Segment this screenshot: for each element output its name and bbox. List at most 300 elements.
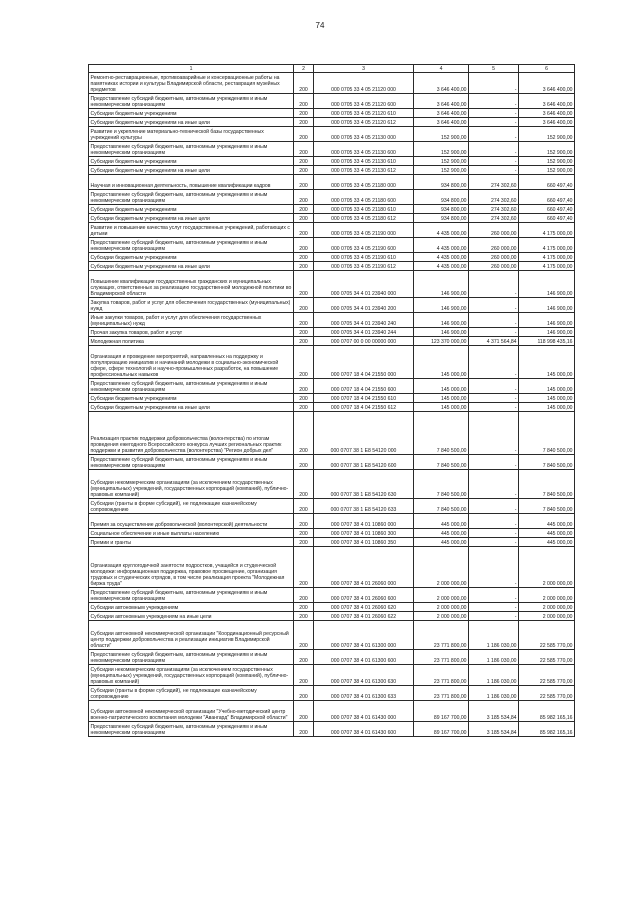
row-name-cell: Субсидии бюджетным учреждениям [89, 157, 294, 166]
row-amount-col4: 2 000 000,00 [414, 612, 469, 621]
table-row [89, 403, 575, 412]
row-amount-col6: 145 000,00 [519, 379, 575, 394]
row-amount-col6: 145 000,00 [519, 403, 575, 412]
row-code-cell: 200 [294, 118, 314, 127]
row-code-cell: 200 [294, 214, 314, 223]
row-amount-col4: 23 771 800,00 [414, 621, 469, 650]
row-classification-cell: 000 0707 38 4 01 61300 630 [314, 665, 414, 686]
row-amount-col4: 23 771 800,00 [414, 650, 469, 665]
row-classification-cell: 000 0707 38 1 E8 54120 633 [314, 499, 414, 514]
row-code-cell: 200 [294, 547, 314, 588]
row-amount-col6: 3 646 400,00 [519, 73, 575, 94]
row-classification-cell: 000 0705 33 4 05 21190 610 [314, 253, 414, 262]
row-classification-cell: 000 0707 18 4 04 21550 612 [314, 403, 414, 412]
row-name-cell: Субсидии бюджетным учреждениям на иные цели [89, 214, 294, 223]
row-code-cell: 200 [294, 166, 314, 175]
row-amount-col4: 445 000,00 [414, 538, 469, 547]
row-amount-col5: - [469, 455, 519, 470]
row-amount-col4: 146 900,00 [414, 271, 469, 298]
row-name-cell: Субсидии бюджетным учреждениям на иные цели [89, 262, 294, 271]
row-classification-cell: 000 0707 38 4 01 61300 000 [314, 621, 414, 650]
row-name-cell: Предоставление субсидий бюджетным, автономным учреждениям и иным некоммерческим организациям [89, 455, 294, 470]
row-amount-col4: 934 800,00 [414, 190, 469, 205]
row-amount-col6: 4 175 000,00 [519, 253, 575, 262]
row-code-cell: 200 [294, 665, 314, 686]
row-amount-col4: 145 000,00 [414, 394, 469, 403]
row-amount-col4: 445 000,00 [414, 514, 469, 529]
row-name-cell: Прочая закупка товаров, работ и услуг [89, 328, 294, 337]
row-amount-col4: 23 771 800,00 [414, 686, 469, 701]
row-amount-col6: 22 585 770,00 [519, 621, 575, 650]
row-amount-col5: - [469, 313, 519, 328]
row-classification-cell: 000 0707 38 4 01 10860 350 [314, 538, 414, 547]
row-amount-col6: 660 497,40 [519, 190, 575, 205]
row-amount-col6: 660 497,40 [519, 175, 575, 190]
table-row [89, 701, 575, 722]
row-name-cell: Иные закупки товаров, работ и услуг для обеспечения государственных (муниципальных) нужд [89, 313, 294, 328]
row-amount-col5: 260 000,00 [469, 223, 519, 238]
row-name-cell: Предоставление субсидий бюджетным, автономным учреждениям и иным некоммерческим организациям [89, 142, 294, 157]
row-amount-col5: 274 302,60 [469, 214, 519, 223]
row-classification-cell: 000 0707 38 4 01 26060 622 [314, 612, 414, 621]
row-classification-cell: 000 0707 00 0 00 00000 000 [314, 337, 414, 346]
row-name-cell: Субсидии бюджетным учреждениям [89, 394, 294, 403]
table-row [89, 214, 575, 223]
row-name-cell: Организация круглогодичной занятости подростков, учащейся и студенческой молодежи: информационная поддержка, правовое просвещение, организация трудовых и студенческих отрядов, в том числе реализация проекта "Молодежная биржа труда" [89, 547, 294, 588]
row-classification-cell: 000 0705 33 4 05 21190 000 [314, 223, 414, 238]
row-amount-col4: 146 900,00 [414, 298, 469, 313]
table-row [89, 73, 575, 94]
table-row [89, 157, 575, 166]
row-amount-col5: - [469, 109, 519, 118]
row-code-cell: 200 [294, 157, 314, 166]
row-classification-cell: 000 0705 33 4 05 21120 000 [314, 73, 414, 94]
row-amount-col5: - [469, 379, 519, 394]
table-row [89, 166, 575, 175]
row-classification-cell: 000 0707 38 4 01 10860 300 [314, 529, 414, 538]
row-amount-col6: 146 900,00 [519, 328, 575, 337]
row-name-cell: Реализация практик поддержки добровольчества (волонтерства) по итогам проведения ежегодного Всероссийского конкурса лучших региональных практик поддержки и развития добровольчества (волонтерства) "Регион добрых дел" [89, 412, 294, 455]
row-amount-col6: 660 497,40 [519, 205, 575, 214]
row-name-cell: Субсидии бюджетным учреждениям на иные цели [89, 118, 294, 127]
column-header: 3 [314, 65, 414, 73]
row-name-cell: Предоставление субсидий бюджетным, автономным учреждениям и иным некоммерческим организациям [89, 190, 294, 205]
budget-table [88, 64, 575, 737]
table-row [89, 665, 575, 686]
row-amount-col4: 7 840 500,00 [414, 412, 469, 455]
row-amount-col6: 2 000 000,00 [519, 603, 575, 612]
row-classification-cell: 000 0705 34 4 01 23940 240 [314, 313, 414, 328]
table-row [89, 262, 575, 271]
row-amount-col5: - [469, 588, 519, 603]
row-name-cell: Субсидии автономной некоммерческой организации "Координационный ресурсный центр поддержки добровольчества и реализации инициатив Владимирской области" [89, 621, 294, 650]
row-amount-col4: 146 900,00 [414, 313, 469, 328]
row-classification-cell: 000 0705 33 4 05 21180 600 [314, 190, 414, 205]
table-row [89, 253, 575, 262]
row-code-cell: 200 [294, 205, 314, 214]
row-amount-col4: 7 840 500,00 [414, 455, 469, 470]
row-code-cell: 200 [294, 403, 314, 412]
row-amount-col5: - [469, 412, 519, 455]
row-amount-col5: 260 000,00 [469, 262, 519, 271]
row-code-cell: 200 [294, 73, 314, 94]
table-row [89, 238, 575, 253]
row-name-cell: Молодежная политика [89, 337, 294, 346]
row-code-cell: 200 [294, 109, 314, 118]
row-classification-cell: 000 0705 34 4 01 23940 200 [314, 298, 414, 313]
row-amount-col6: 7 840 500,00 [519, 455, 575, 470]
row-classification-cell: 000 0707 38 4 01 26060 620 [314, 603, 414, 612]
row-name-cell: Субсидии некоммерческим организациям (за исключением государственных (муниципальных) учреждений, государственных корпораций (компаний), публично-правовых компаний) [89, 470, 294, 499]
row-amount-col5: 3 185 534,84 [469, 701, 519, 722]
row-amount-col5: 274 302,60 [469, 175, 519, 190]
row-code-cell: 200 [294, 253, 314, 262]
row-amount-col6: 145 000,00 [519, 346, 575, 379]
row-amount-col6: 22 585 770,00 [519, 686, 575, 701]
row-amount-col4: 152 900,00 [414, 166, 469, 175]
column-header: 4 [414, 65, 469, 73]
table-row [89, 455, 575, 470]
row-classification-cell: 000 0705 34 4 01 23940 244 [314, 328, 414, 337]
row-classification-cell: 000 0705 33 4 05 21120 610 [314, 109, 414, 118]
row-amount-col6: 660 497,40 [519, 214, 575, 223]
table-row [89, 94, 575, 109]
row-amount-col6: 7 840 500,00 [519, 499, 575, 514]
column-header: 2 [294, 65, 314, 73]
row-name-cell: Предоставление субсидий бюджетным, автономным учреждениям и иным некоммерческим организациям [89, 94, 294, 109]
row-name-cell: Субсидии некоммерческим организациям (за исключением государственных (муниципальных) учреждений, государственных корпораций (компаний), публично-правовых компаний) [89, 665, 294, 686]
column-header: 6 [519, 65, 575, 73]
table-row [89, 470, 575, 499]
row-code-cell: 200 [294, 94, 314, 109]
row-amount-col4: 934 800,00 [414, 214, 469, 223]
row-amount-col5: 1 186 030,00 [469, 650, 519, 665]
row-name-cell: Предоставление субсидий бюджетным, автономным учреждениям и иным некоммерческим организациям [89, 238, 294, 253]
row-code-cell: 200 [294, 238, 314, 253]
row-code-cell: 200 [294, 470, 314, 499]
row-code-cell: 200 [294, 529, 314, 538]
table-row [89, 175, 575, 190]
row-amount-col6: 152 900,00 [519, 157, 575, 166]
table-row [89, 650, 575, 665]
row-amount-col6: 445 000,00 [519, 538, 575, 547]
row-amount-col4: 4 435 000,00 [414, 238, 469, 253]
row-classification-cell: 000 0707 18 4 04 21550 000 [314, 346, 414, 379]
row-name-cell: Ремонтно-реставрационные, противоаварийные и консервационные работы на памятниках истории и культуры Владимирской области, реставрация музейных предметов [89, 73, 294, 94]
row-code-cell: 200 [294, 142, 314, 157]
row-amount-col6: 118 998 435,16 [519, 337, 575, 346]
row-amount-col5: - [469, 538, 519, 547]
row-amount-col6: 445 000,00 [519, 529, 575, 538]
row-amount-col5: - [469, 94, 519, 109]
row-name-cell: Субсидии автономным учреждениям [89, 603, 294, 612]
table-row [89, 337, 575, 346]
row-name-cell: Развитие и повышение качества услуг государственных учреждений, работающих с детьми [89, 223, 294, 238]
row-code-cell: 200 [294, 621, 314, 650]
row-amount-col5: 274 302,60 [469, 190, 519, 205]
row-name-cell: Субсидии бюджетным учреждениям [89, 109, 294, 118]
row-name-cell: Закупка товаров, работ и услуг для обеспечения государственных (муниципальных) нужд [89, 298, 294, 313]
row-classification-cell: 000 0707 38 1 E8 54120 600 [314, 455, 414, 470]
row-name-cell: Субсидии автономной некоммерческой организации "Учебно-методический центр военно-патриотического воспитания молодежи "Авангард" Владимирской области" [89, 701, 294, 722]
row-code-cell: 200 [294, 588, 314, 603]
table-row [89, 603, 575, 612]
row-amount-col5: - [469, 394, 519, 403]
row-amount-col5: - [469, 612, 519, 621]
row-name-cell: Социальное обеспечение и иные выплаты населению [89, 529, 294, 538]
row-amount-col6: 2 000 000,00 [519, 612, 575, 621]
row-code-cell: 200 [294, 394, 314, 403]
row-amount-col6: 85 982 165,16 [519, 722, 575, 737]
row-amount-col4: 2 000 000,00 [414, 547, 469, 588]
row-amount-col4: 123 370 000,00 [414, 337, 469, 346]
row-amount-col5: 3 185 534,84 [469, 722, 519, 737]
row-name-cell: Повышение квалификации государственных гражданских и муниципальных служащих, ответственных за реализацию государственной молодежной политики во Владимирской области [89, 271, 294, 298]
table-row [89, 529, 575, 538]
table-row [89, 127, 575, 142]
row-amount-col4: 934 800,00 [414, 175, 469, 190]
row-amount-col6: 7 840 500,00 [519, 470, 575, 499]
row-code-cell: 200 [294, 701, 314, 722]
row-amount-col5: - [469, 142, 519, 157]
row-classification-cell: 000 0707 18 4 04 21550 600 [314, 379, 414, 394]
row-amount-col6: 146 900,00 [519, 298, 575, 313]
row-amount-col6: 3 646 400,00 [519, 94, 575, 109]
row-code-cell: 200 [294, 499, 314, 514]
row-code-cell: 200 [294, 190, 314, 205]
row-amount-col4: 3 646 400,00 [414, 73, 469, 94]
row-name-cell: Развитие и укрепление материально-технической базы государственных учреждений культуры [89, 127, 294, 142]
row-amount-col4: 3 646 400,00 [414, 94, 469, 109]
row-name-cell: Премия за осуществление добровольческой (волонтерской) деятельности [89, 514, 294, 529]
row-classification-cell: 000 0707 38 4 01 61300 600 [314, 650, 414, 665]
table-row [89, 514, 575, 529]
table-row [89, 612, 575, 621]
row-amount-col5: - [469, 157, 519, 166]
table-row [89, 722, 575, 737]
row-code-cell: 200 [294, 127, 314, 142]
row-amount-col4: 3 646 400,00 [414, 118, 469, 127]
row-amount-col6: 3 646 400,00 [519, 109, 575, 118]
row-amount-col4: 145 000,00 [414, 379, 469, 394]
row-code-cell: 200 [294, 337, 314, 346]
row-classification-cell: 000 0705 33 4 05 21130 612 [314, 166, 414, 175]
table-row [89, 379, 575, 394]
row-amount-col5: 4 371 564,84 [469, 337, 519, 346]
row-amount-col5: - [469, 127, 519, 142]
table-row [89, 588, 575, 603]
row-name-cell: Организация и проведение мероприятий, направленных на поддержку и популяризацию инициатив и начинаний молодежи в социально-экономической сфере, сфере технологий и научно-промышленных разработок, на повышение профессиональных навыков [89, 346, 294, 379]
row-code-cell: 200 [294, 650, 314, 665]
row-amount-col4: 152 900,00 [414, 157, 469, 166]
row-classification-cell: 000 0705 33 4 05 21130 600 [314, 142, 414, 157]
row-code-cell: 200 [294, 328, 314, 337]
row-classification-cell: 000 0705 33 4 05 21190 612 [314, 262, 414, 271]
row-name-cell: Субсидии (гранты в форме субсидий), не подлежащие казначейскому сопровождению [89, 499, 294, 514]
row-classification-cell: 000 0707 38 4 01 26060 000 [314, 547, 414, 588]
row-amount-col5: 274 302,60 [469, 205, 519, 214]
table-row [89, 686, 575, 701]
row-code-cell: 200 [294, 271, 314, 298]
row-amount-col6: 2 000 000,00 [519, 588, 575, 603]
row-amount-col4: 2 000 000,00 [414, 588, 469, 603]
row-code-cell: 200 [294, 412, 314, 455]
row-amount-col5: 260 000,00 [469, 238, 519, 253]
row-amount-col6: 3 646 400,00 [519, 118, 575, 127]
row-amount-col4: 152 900,00 [414, 142, 469, 157]
row-name-cell: Предоставление субсидий бюджетным, автономным учреждениям и иным некоммерческим организациям [89, 722, 294, 737]
table-header-row [89, 65, 575, 73]
row-amount-col6: 152 900,00 [519, 142, 575, 157]
row-amount-col6: 4 175 000,00 [519, 262, 575, 271]
row-amount-col5: - [469, 547, 519, 588]
row-classification-cell: 000 0707 38 1 E8 54120 630 [314, 470, 414, 499]
table-row [89, 190, 575, 205]
row-amount-col4: 3 646 400,00 [414, 109, 469, 118]
row-classification-cell: 000 0705 33 4 05 21120 612 [314, 118, 414, 127]
row-classification-cell: 000 0705 34 4 01 23940 000 [314, 271, 414, 298]
row-amount-col4: 89 167 700,00 [414, 722, 469, 737]
table-row [89, 298, 575, 313]
row-amount-col5: - [469, 514, 519, 529]
table-row [89, 142, 575, 157]
row-amount-col5: - [469, 499, 519, 514]
row-amount-col6: 4 175 000,00 [519, 238, 575, 253]
table-row [89, 346, 575, 379]
row-name-cell: Предоставление субсидий бюджетным, автономным учреждениям и иным некоммерческим организациям [89, 379, 294, 394]
row-classification-cell: 000 0705 33 4 05 21180 610 [314, 205, 414, 214]
row-amount-col4: 934 800,00 [414, 205, 469, 214]
table-row [89, 499, 575, 514]
row-amount-col4: 145 000,00 [414, 403, 469, 412]
row-code-cell: 200 [294, 686, 314, 701]
row-classification-cell: 000 0707 38 4 01 26060 600 [314, 588, 414, 603]
row-amount-col4: 7 840 500,00 [414, 499, 469, 514]
table-row [89, 271, 575, 298]
row-amount-col4: 152 900,00 [414, 127, 469, 142]
row-amount-col6: 4 175 000,00 [519, 223, 575, 238]
table-row [89, 621, 575, 650]
row-classification-cell: 000 0705 33 4 05 21190 600 [314, 238, 414, 253]
row-amount-col5: 1 186 030,00 [469, 665, 519, 686]
row-amount-col6: 152 900,00 [519, 166, 575, 175]
row-name-cell: Субсидии (гранты в форме субсидий), не подлежащие казначейскому сопровождению [89, 686, 294, 701]
row-code-cell: 200 [294, 379, 314, 394]
row-amount-col4: 445 000,00 [414, 529, 469, 538]
row-amount-col5: - [469, 271, 519, 298]
row-amount-col6: 145 000,00 [519, 394, 575, 403]
table-row [89, 412, 575, 455]
row-code-cell: 200 [294, 538, 314, 547]
row-classification-cell: 000 0705 33 4 05 21130 000 [314, 127, 414, 142]
row-name-cell: Субсидии бюджетным учреждениям на иные цели [89, 403, 294, 412]
row-name-cell: Субсидии автономным учреждениям на иные цели [89, 612, 294, 621]
row-classification-cell: 000 0705 33 4 05 21180 612 [314, 214, 414, 223]
row-amount-col6: 152 900,00 [519, 127, 575, 142]
row-name-cell: Предоставление субсидий бюджетным, автономным учреждениям и иным некоммерческим организациям [89, 588, 294, 603]
row-amount-col5: - [469, 470, 519, 499]
table-row [89, 205, 575, 214]
row-classification-cell: 000 0705 33 4 05 21180 000 [314, 175, 414, 190]
row-amount-col6: 445 000,00 [519, 514, 575, 529]
row-amount-col4: 7 840 500,00 [414, 470, 469, 499]
row-amount-col6: 22 585 770,00 [519, 665, 575, 686]
row-name-cell: Научная и инновационная деятельность, повышение квалификации кадров [89, 175, 294, 190]
row-name-cell: Премии и гранты [89, 538, 294, 547]
row-name-cell: Субсидии бюджетным учреждениям на иные цели [89, 166, 294, 175]
row-amount-col5: - [469, 603, 519, 612]
row-classification-cell: 000 0707 38 1 E8 54120 000 [314, 412, 414, 455]
table-row [89, 118, 575, 127]
row-code-cell: 200 [294, 262, 314, 271]
row-classification-cell: 000 0707 18 4 04 21550 610 [314, 394, 414, 403]
row-amount-col5: - [469, 328, 519, 337]
row-amount-col5: 260 000,00 [469, 253, 519, 262]
table-row [89, 328, 575, 337]
column-header: 5 [469, 65, 519, 73]
row-amount-col5: - [469, 298, 519, 313]
table-row [89, 538, 575, 547]
row-amount-col6: 146 900,00 [519, 313, 575, 328]
row-classification-cell: 000 0707 38 4 01 61430 000 [314, 701, 414, 722]
row-amount-col4: 23 771 800,00 [414, 665, 469, 686]
row-name-cell: Субсидии бюджетным учреждениям [89, 253, 294, 262]
row-name-cell: Предоставление субсидий бюджетным, автономным учреждениям и иным некоммерческим организациям [89, 650, 294, 665]
row-code-cell: 200 [294, 603, 314, 612]
page-number: 74 [315, 21, 325, 30]
row-amount-col5: - [469, 346, 519, 379]
row-classification-cell: 000 0705 33 4 05 21130 610 [314, 157, 414, 166]
table-row [89, 313, 575, 328]
row-code-cell: 200 [294, 612, 314, 621]
row-amount-col6: 22 585 770,00 [519, 650, 575, 665]
row-code-cell: 200 [294, 298, 314, 313]
row-code-cell: 200 [294, 346, 314, 379]
row-code-cell: 200 [294, 722, 314, 737]
row-amount-col5: - [469, 166, 519, 175]
row-name-cell: Субсидии бюджетным учреждениям [89, 205, 294, 214]
row-amount-col5: 1 186 030,00 [469, 686, 519, 701]
row-amount-col6: 7 840 500,00 [519, 412, 575, 455]
table-row [89, 394, 575, 403]
row-amount-col4: 2 000 000,00 [414, 603, 469, 612]
row-amount-col4: 89 167 700,00 [414, 701, 469, 722]
row-code-cell: 200 [294, 455, 314, 470]
row-classification-cell: 000 0707 38 4 01 61300 633 [314, 686, 414, 701]
row-amount-col4: 145 000,00 [414, 346, 469, 379]
table-row [89, 109, 575, 118]
table-row [89, 547, 575, 588]
row-classification-cell: 000 0707 38 4 01 10860 000 [314, 514, 414, 529]
row-code-cell: 200 [294, 223, 314, 238]
row-amount-col5: - [469, 118, 519, 127]
table-row [89, 223, 575, 238]
row-amount-col4: 4 435 000,00 [414, 253, 469, 262]
row-amount-col4: 4 435 000,00 [414, 262, 469, 271]
row-amount-col5: - [469, 73, 519, 94]
column-header: 1 [89, 65, 294, 73]
row-classification-cell: 000 0707 38 4 01 61430 600 [314, 722, 414, 737]
row-amount-col5: - [469, 529, 519, 538]
row-amount-col5: - [469, 403, 519, 412]
row-code-cell: 200 [294, 175, 314, 190]
row-code-cell: 200 [294, 514, 314, 529]
row-amount-col6: 2 000 000,00 [519, 547, 575, 588]
row-amount-col4: 4 435 000,00 [414, 223, 469, 238]
row-amount-col4: 146 900,00 [414, 328, 469, 337]
row-amount-col6: 146 900,00 [519, 271, 575, 298]
row-amount-col6: 85 982 165,16 [519, 701, 575, 722]
